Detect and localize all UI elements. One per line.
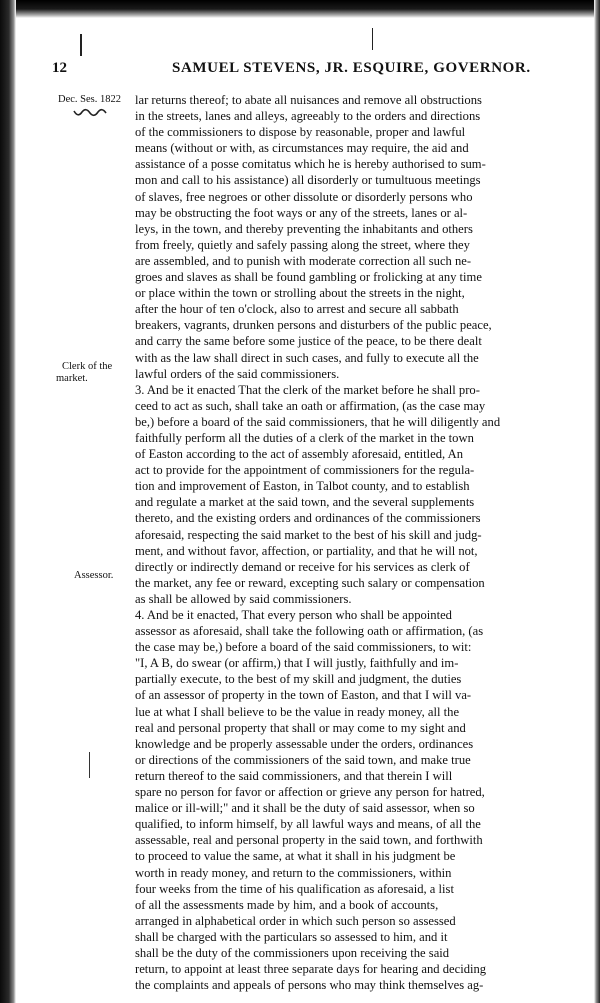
text-line: or directions of the commissioners of the said town, and make true bbox=[135, 752, 471, 767]
running-head: SAMUEL STEVENS, JR. ESQUIRE, GOVERNOR. bbox=[172, 60, 531, 76]
margin-note-clerk-line1: Clerk of the bbox=[62, 361, 113, 372]
margin-note-session: Dec. Ses. 1822 bbox=[58, 94, 121, 105]
text-line: the case may be,) before a board of the said commissioners, to wit: bbox=[135, 640, 472, 655]
text-line: return thereof to the said commissioners, and that therein I will bbox=[135, 768, 453, 783]
margin-note-clerk-line2: market. bbox=[56, 373, 88, 384]
text-line: thereto, and the existing orders and ordinances of the commissioners bbox=[135, 511, 481, 526]
text-line: are assembled, and to punish with moderate correction all such ne- bbox=[135, 253, 472, 268]
text-line: ceed to act as such, shall take an oath or affirmation, (as the case may bbox=[135, 398, 486, 413]
text-line: directly or indirectly demand or receive for his services as clerk of bbox=[135, 559, 470, 574]
text-line: act to provide for the appointment of commissioners for the regula- bbox=[135, 463, 475, 478]
scan-edge-right bbox=[594, 0, 600, 1003]
text-line: lue at what I shall believe to be the value in ready money, all the bbox=[135, 704, 460, 719]
text-line: with as the law shall direct in such cases, and fully to execute all the bbox=[135, 350, 479, 365]
scan-speck bbox=[80, 34, 82, 56]
text-line: partially execute, to the best of my skill and judgment, the duties bbox=[135, 672, 462, 687]
text-line: to proceed to value the same, at what it shall in his judgment be bbox=[135, 849, 456, 864]
text-line: of an assessor of property in the town of Easton, and that I will va- bbox=[135, 688, 472, 703]
text-line: may be obstructing the foot ways or any of the streets, lanes or al- bbox=[135, 205, 468, 220]
text-line: the complaints and appeals of persons who may think themselves ag- bbox=[135, 978, 484, 993]
text-line: breakers, vagrants, drunken persons and disturbers of the public peace, bbox=[135, 318, 492, 333]
text-line: 3. And be it enacted That the clerk of the market before he shall pro- bbox=[135, 382, 480, 397]
text-line: assessable, real and personal property in the said town, and forthwith bbox=[135, 833, 483, 848]
text-line: and carry the same before some justice of the peace, to be there dealt bbox=[135, 334, 482, 349]
text-line: assessor as aforesaid, shall take the following oath or affirmation, (as bbox=[135, 624, 484, 639]
scan-edge-top bbox=[0, 0, 600, 18]
text-line: of the commissioners to dispose by reasonable, proper and lawful bbox=[135, 125, 466, 140]
text-line: worth in ready money, and return to the commissioners, within bbox=[135, 865, 452, 880]
text-line: knowledge and be properly assessable under the orders, ordinances bbox=[135, 736, 474, 751]
text-line: of Easton according to the act of assembly aforesaid, entitled, An bbox=[135, 447, 464, 462]
text-line: spare no person for favor or affection or grieve any person for hatred, bbox=[135, 785, 485, 800]
text-line: be,) before a board of the said commissioners, that he will diligently and bbox=[135, 414, 501, 429]
text-line: assistance of a posse comitatus which he is hereby authorised to sum- bbox=[135, 157, 486, 172]
text-line: faithfully perform all the duties of a clerk of the market in the town bbox=[135, 430, 474, 445]
page-header bbox=[52, 60, 572, 82]
text-line: the market, any fee or reward, excepting such salary or compensation bbox=[135, 575, 485, 590]
text-line: ment, and without favor, affection, or partiality, and that he will not, bbox=[135, 543, 478, 558]
body-text bbox=[135, 92, 575, 993]
text-line: tion and improvement of Easton, in Talbot county, and to establish bbox=[135, 479, 470, 494]
text-line: malice or ill-will;" and it shall be the duty of said assessor, when so bbox=[135, 801, 475, 816]
margin-pen-mark bbox=[89, 752, 90, 778]
text-line: leys, in the town, and thereby preventing the inhabitants and others bbox=[135, 221, 473, 236]
text-line: return, to appoint at least three separate days for hearing and deciding bbox=[135, 962, 487, 977]
text-line: four weeks from the time of his qualification as aforesaid, a list bbox=[135, 881, 454, 896]
text-line: mon and call to his assistance) all disorderly or tumultuous meetings bbox=[135, 173, 481, 188]
text-line: aforesaid, respecting the said market to the best of his skill and judg- bbox=[135, 527, 482, 542]
text-line: lawful orders of the said commissioners. bbox=[135, 366, 340, 381]
text-line: or place within the town or strolling about the streets in the night, bbox=[135, 286, 465, 301]
text-line: after the hour of ten o'clock, also to arrest and secure all sabbath bbox=[135, 302, 459, 317]
text-line: of slaves, free negroes or other dissolute or disorderly persons who bbox=[135, 189, 473, 204]
text-line: and regulate a market at the said town, and the several supplements bbox=[135, 495, 475, 510]
scan-edge-left bbox=[0, 0, 16, 1003]
text-line: as shall be allowed by said commissioners. bbox=[135, 591, 352, 606]
page-number: 12 bbox=[52, 60, 67, 76]
text-line: "I, A B, do swear (or affirm,) that I will justly, faithfully and im- bbox=[135, 656, 459, 671]
scan-speck bbox=[372, 28, 373, 50]
text-line: of all the assessments made by him, and a book of accounts, bbox=[135, 897, 439, 912]
text-line: real and personal property that shall or may come to my sight and bbox=[135, 720, 466, 735]
text-line: qualified, to inform himself, by all lawful ways and means, of all the bbox=[135, 817, 481, 832]
text-line: shall be charged with the particulars so assessed to him, and it bbox=[135, 929, 448, 944]
text-line: groes and slaves as shall be found gambling or frolicking at any time bbox=[135, 270, 482, 285]
text-line: shall be the duty of the commissioners upon receiving the said bbox=[135, 945, 450, 960]
handwritten-underline-mark bbox=[73, 108, 107, 118]
text-line: arranged in alphabetical order in which such person so assessed bbox=[135, 913, 456, 928]
text-line: from freely, quietly and safely passing along the street, where they bbox=[135, 237, 470, 252]
text-line: lar returns thereof; to abate all nuisances and remove all obstructions bbox=[135, 93, 482, 107]
margin-note-assessor: Assessor. bbox=[74, 570, 114, 581]
text-line: 4. And be it enacted, That every person who shall be appointed bbox=[135, 608, 452, 622]
text-line: means (without or with, as circumstances may require, the aid and bbox=[135, 141, 469, 156]
text-line: in the streets, lanes and alleys, agreeably to the orders and directions bbox=[135, 109, 481, 124]
